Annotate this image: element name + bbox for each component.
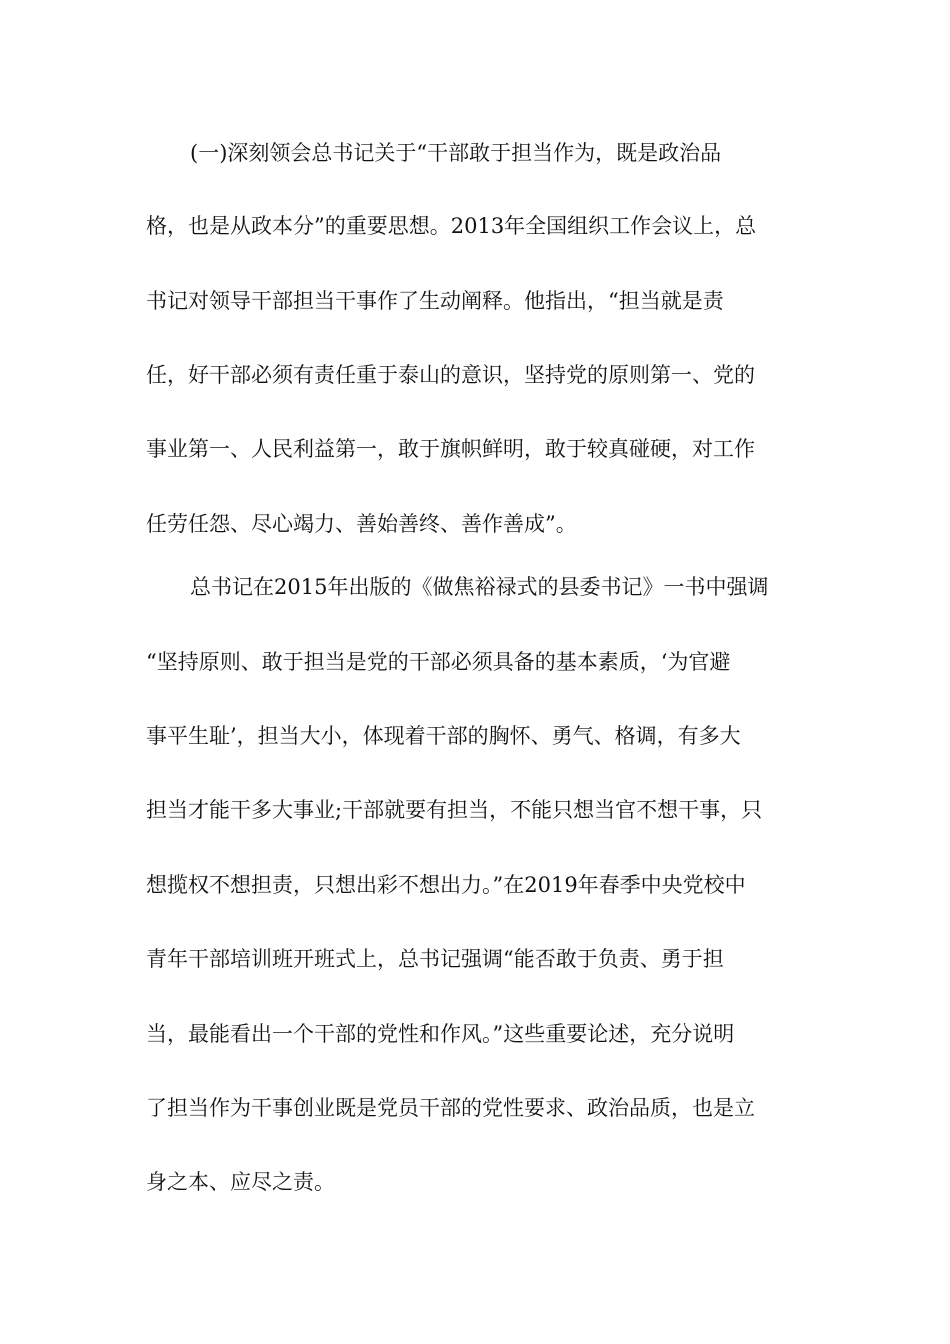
paragraph-2-line-9: 身之本、应尽之责。 [146,1170,335,1194]
paragraph-1-line-2: 格，也是从政本分”的重要思想。2013年全国组织工作会议上，总 [146,214,757,238]
paragraph-2-line-3: 事平生耻’，担当大小，体现着干部的胸怀、勇气、格调，有多大 [146,724,741,748]
paragraph-1-line-3: 书记对领导干部担当干事作了生动阐释。他指出，“担当就是责 [146,289,724,313]
paragraph-2-line-5: 想揽权不想担责，只想出彩不想出力。”在2019年春季中央党校中 [146,873,746,897]
paragraph-1-line-5: 事业第一、人民利益第一，敢于旗帜鲜明，敢于较真碰硬，对工作 [146,437,755,461]
paragraph-2-line-6: 青年干部培训班开班式上，总书记强调“能否敢于负责、勇于担 [146,947,724,971]
paragraph-1-line-4: 任，好干部必须有责任重于泰山的意识，坚持党的原则第一、党的 [146,363,755,387]
paragraph-2-line-4: 担当才能干多大事业;干部就要有担当，不能只想当官不想干事，只 [146,798,763,822]
paragraph-1-line-1: (一)深刻领会总书记关于“干部敢于担当作为，既是政治品 [190,141,722,165]
paragraph-1-line-6: 任劳任怨、尽心竭力、善始善终、善作善成”。 [146,512,577,536]
paragraph-2-line-1: 总书记在2015年出版的《做焦裕禄式的县委书记》一书中强调 [190,575,769,599]
paragraph-2-line-8: 了担当作为干事创业既是党员干部的党性要求、政治品质，也是立 [146,1096,755,1120]
paragraph-2-line-2: “坚持原则、敢于担当是党的干部必须具备的基本素质，‘为官避 [146,650,731,674]
paragraph-2-line-7: 当，最能看出一个干部的党性和作风。”这些重要论述，充分说明 [146,1022,735,1046]
